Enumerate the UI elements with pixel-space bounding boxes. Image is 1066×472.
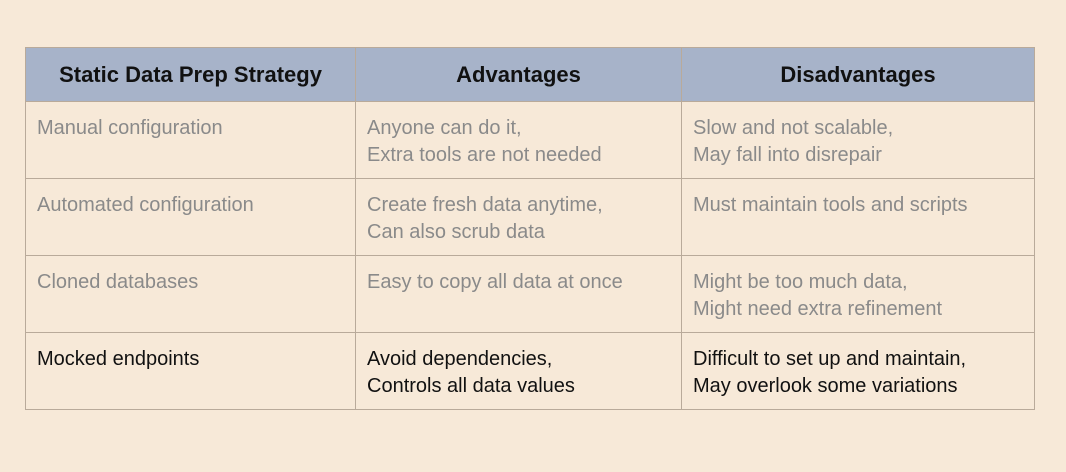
disadvantage-line: Difficult to set up and maintain, [693,348,967,370]
advantages-cell [356,179,682,256]
table-header-row [26,48,1035,102]
table-row [26,256,1035,333]
disadvantages-cell [682,333,1035,410]
disadvantages-cell [682,256,1035,333]
header-advantages: Advantages [356,48,682,102]
strategy-comparison-table [25,47,1035,410]
advantage-line: Avoid dependencies, [367,348,553,370]
advantage-line: Extra tools are not needed [367,144,602,166]
advantages-cell [356,256,682,333]
advantage-line: Controls all data values [367,375,575,397]
disadvantages-cell [682,102,1035,179]
disadvantage-line: May fall into disrepair [693,144,882,166]
disadvantage-line: Might be too much data, [693,271,908,293]
advantage-line: Easy to copy all data at once [367,271,623,293]
strategy-cell [26,102,356,179]
disadvantage-line: May overlook some variations [693,375,958,397]
advantage-line: Can also scrub data [367,221,545,243]
advantages-cell [356,102,682,179]
strategy-text: Automated configuration [37,194,254,216]
advantages-cell [356,333,682,410]
table-row-highlighted [26,333,1035,410]
advantage-line: Create fresh data anytime, [367,194,603,216]
strategy-text: Manual configuration [37,117,223,139]
strategy-text: Mocked endpoints [37,348,200,370]
strategy-cell [26,179,356,256]
advantage-line: Anyone can do it, [367,117,522,139]
table-row [26,179,1035,256]
strategy-cell [26,333,356,410]
header-disadvantages: Disadvantages [682,48,1035,102]
comparison-table-container [25,47,1034,410]
strategy-text: Cloned databases [37,271,199,293]
strategy-cell [26,256,356,333]
disadvantages-cell [682,179,1035,256]
disadvantage-line: Might need extra refinement [693,298,943,320]
disadvantage-line: Slow and not scalable, [693,117,894,139]
disadvantage-line: Must maintain tools and scripts [693,194,968,216]
table-row [26,102,1035,179]
header-strategy: Static Data Prep Strategy [26,48,356,102]
